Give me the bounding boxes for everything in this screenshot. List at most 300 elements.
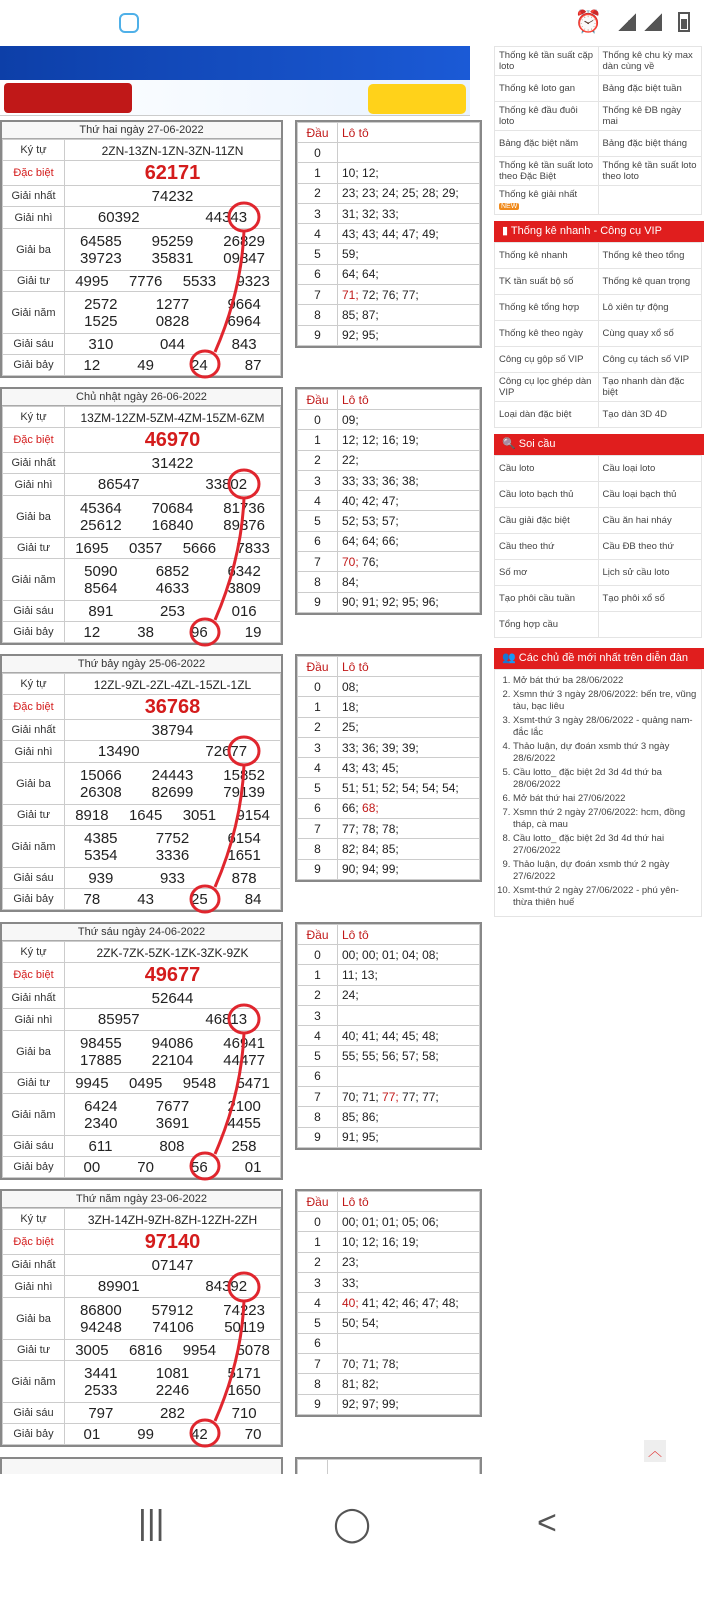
loto-header: Lô tô [338, 925, 480, 945]
prize-number: 3441 [84, 1364, 118, 1382]
prize-label: Giải sáu [3, 601, 65, 622]
prize-number: 939 [88, 869, 114, 887]
prize-number: 7752 [155, 829, 190, 847]
prize-number: 044 [159, 335, 185, 353]
new-badge: NEW [501, 203, 518, 210]
sidebar-link[interactable]: Thống kê tần suất cặp loto [495, 47, 599, 76]
prize-number: 3005 [75, 1341, 109, 1359]
prize-label: Giải năm [3, 1361, 65, 1403]
sidebar-link[interactable]: Tạo nhanh dàn đặc biệt [598, 373, 702, 402]
prize-label: Giải ba [3, 763, 65, 805]
loto-row: 6 64; 64; 66; [298, 531, 480, 551]
prize-number: 9945 [75, 1074, 109, 1092]
prize-number: 86800 [79, 1301, 122, 1319]
prize-label: Giải năm [3, 292, 65, 334]
loto-table [295, 120, 482, 348]
ky-tu: 2ZN-13ZN-1ZN-3ZN-11ZN [101, 143, 244, 158]
prize-number: 3809 [227, 579, 261, 597]
sidebar-link[interactable]: Công cụ gộp số VIP [495, 347, 599, 373]
prize-number: 1695 [75, 539, 109, 557]
loto-row: 2 25; [298, 717, 480, 737]
android-nav-bar [0, 1474, 720, 1600]
prize-number: 1650 [227, 1381, 261, 1399]
sidebar-link[interactable]: Cầu theo thứ [495, 534, 599, 560]
prize-number: 710 [231, 1404, 257, 1422]
prize-number: 98455 [79, 1034, 122, 1052]
prize-number: 12 [83, 623, 101, 641]
prize-number: 44343 [205, 209, 248, 226]
sidebar-link[interactable]: Bảng đặc biệt tháng [598, 131, 702, 157]
prize-number: 26829 [223, 232, 265, 250]
sidebar-link[interactable]: Cùng quay xổ số [598, 321, 702, 347]
loto-row: 3 33; 33; 36; 38; [298, 470, 480, 490]
loto-row: 9 92; 95; [298, 325, 480, 345]
forum-topic[interactable]: 6. Mở bát thứ hai 27/06/2022 [513, 793, 697, 805]
loto-table [295, 387, 482, 615]
prize-number: 9548 [182, 1074, 217, 1092]
prize-number: 7833 [236, 539, 270, 557]
sidebar-link[interactable]: Lịch sử cầu loto [598, 560, 702, 586]
forum-topic[interactable]: 2. Xsmn thứ 3 ngày 28/06/2022: bến tre, vũng tàu, bạc liêu [513, 689, 697, 713]
prize-label: Giải tư [3, 1340, 65, 1361]
sidebar-link[interactable]: Cầu loại bạch thủ [598, 482, 702, 508]
prize-number: 2572 [84, 295, 118, 313]
prize-number: 12 [83, 356, 101, 374]
prize-number: 78 [83, 890, 101, 908]
prize-number: 09847 [223, 249, 265, 267]
prize-number: 5666 [182, 539, 217, 557]
prize-label: Giải nhất [3, 720, 65, 741]
prize-number: 4455 [227, 1114, 261, 1132]
status-bar [0, 0, 720, 46]
promo-banner-sodo[interactable] [0, 80, 470, 116]
dau-header: Đầu [298, 925, 338, 945]
prize-number: 81736 [223, 499, 265, 517]
loto-row: 2 23; 23; 24; 25; 28; 29; [298, 183, 480, 203]
prize-label: Đặc biệt [3, 428, 65, 453]
prize-label: Giải năm [3, 559, 65, 601]
sidebar-link[interactable]: Cầu giải đặc biệt [495, 508, 599, 534]
ky-tu: 13ZM-12ZM-5ZM-4ZM-15ZM-6ZM [80, 410, 265, 425]
day-title: Thứ hai ngày 27-06-2022 [2, 122, 281, 139]
signal-icon-2 [644, 13, 662, 31]
loto-row: 8 84; [298, 572, 480, 592]
loto-row: 8 85; 86; [298, 1107, 480, 1127]
prize-number: 25 [191, 890, 208, 908]
prize-label: Giải ba [3, 1298, 65, 1340]
prize-number: 310 [88, 335, 114, 353]
section-soicau-title: 🔍 Soi cầu [494, 434, 704, 455]
loto-row: 4 43; 43; 44; 47; 49; [298, 224, 480, 244]
day-result-table: Thứ sáu ngày 24-06-2022 Ký tự 2ZK-7ZK-5ZK-1ZK-3ZK-9ZK Đặc biệt 49677 Giải nhất 52644 Giải nhì 85957 46813 Giải ba 98455 94086 46941 17885 22104 44477 Giải tư 9945 0495 9548 5471 Giải năm 6424 7677 2100 2340 3691 4455 Giải sáu 611 808 258 Giải bảy 00 70 56 01 [0, 922, 283, 1180]
prize-number: 70684 [151, 499, 194, 517]
soicau-links [494, 455, 702, 638]
prize-number: 6342 [227, 562, 261, 580]
loto-row: 9 91; 95; [298, 1127, 480, 1147]
loto-row: 5 52; 53; 57; [298, 511, 480, 531]
prize-number: 2533 [84, 1381, 118, 1399]
prize-label: Giải bảy [3, 889, 65, 910]
sidebar-link[interactable]: Tạo dàn 3D 4D [598, 402, 702, 428]
prize-number: 89901 [97, 1278, 140, 1295]
forum-topic[interactable]: 9. Thảo luận, dự đoán xsmb thứ 2 ngày 27/6/2022 [513, 859, 697, 883]
loto-row: 8 82; 84; 85; [298, 839, 480, 859]
sidebar-link[interactable]: Thống kê theo ngày [495, 321, 599, 347]
back-icon[interactable]: < [537, 1504, 557, 1542]
prize-label: Ký tự [3, 407, 65, 428]
prize-number: 3336 [155, 846, 190, 864]
day-result-table: Thứ năm ngày 23-06-2022 Ký tự 3ZH-14ZH-9ZH-8ZH-12ZH-2ZH Đặc biệt 97140 Giải nhất 07147 Giải nhì 89901 84392 Giải ba 86800 57912 74223 94248 74106 50119 Giải tư 3005 6816 9954 5078 Giải năm 3441 1081 5171 2533 2246 1650 Giải sáu 797 282 710 Giải bảy 01 99 42 70 [0, 1189, 283, 1447]
prize-number: 85957 [97, 1011, 140, 1028]
prize-number: 01 [83, 1425, 101, 1443]
prize-number: 43 [137, 890, 154, 908]
dau-header: Đầu [298, 123, 338, 143]
prize-number: 3051 [182, 806, 217, 824]
loto-row: 1 10; 12; 16; 19; [298, 1232, 480, 1252]
prize-number: 72677 [205, 743, 248, 760]
prize-number: 01 [244, 1158, 262, 1176]
prize-label: Giải nhì [3, 1276, 65, 1298]
prize-number: 9323 [236, 272, 270, 290]
prize-label: Giải nhì [3, 207, 65, 229]
section-vip-title: ▮ Thống kê nhanh - Công cụ VIP [494, 221, 704, 242]
loto-table [295, 654, 482, 882]
day-result-table: Thứ bảy ngày 25-06-2022 Ký tự 12ZL-9ZL-2ZL-4ZL-15ZL-1ZL Đặc biệt 36768 Giải nhất 38794 Giải nhì 13490 72677 Giải ba 15066 24443 15852 26308 82699 79139 Giải tư 8918 1645 3051 9154 Giải năm 4385 7752 6154 5354 3336 1651 Giải sáu 939 933 878 Giải bảy 78 43 25 84 [0, 654, 283, 912]
prize-number: 22104 [151, 1051, 194, 1069]
loto-row: 7 70; 71; 78; [298, 1354, 480, 1374]
sidebar-link[interactable]: Bảng đặc biệt năm [495, 131, 599, 157]
prize-label: Giải năm [3, 826, 65, 868]
loto-row: 7 70; 71; 77; 77; 77; [298, 1087, 480, 1107]
prize-number: 282 [159, 1404, 185, 1422]
prize-label: Đặc biệt [3, 695, 65, 720]
sidebar-link[interactable]: Thống kê giải nhất NEW [495, 186, 599, 215]
promo-banner-ve68[interactable] [0, 46, 470, 80]
prize-label: Giải nhất [3, 988, 65, 1009]
sidebar-link[interactable] [598, 186, 702, 215]
prize-number: 5471 [236, 1074, 270, 1092]
prize-number: 7677 [155, 1097, 190, 1115]
sodo-logo [4, 83, 132, 113]
prize-number: 45364 [79, 499, 122, 517]
prize-label: Giải bảy [3, 1157, 65, 1178]
prize-number: 39723 [79, 249, 122, 267]
loto-row: 7 77; 78; 78; [298, 819, 480, 839]
loto-row: 2 24; [298, 985, 480, 1005]
prize-number: 6964 [227, 312, 261, 330]
sidebar-link[interactable]: Thống kê đầu đuôi loto [495, 102, 599, 131]
prize-number: 9154 [236, 806, 270, 824]
prize-label: Giải tư [3, 805, 65, 826]
sidebar-link[interactable]: Cầu loto bạch thủ [495, 482, 599, 508]
prize-label: Giải sáu [3, 1136, 65, 1157]
prize-label: Giải sáu [3, 334, 65, 355]
prize-number: 94248 [80, 1318, 122, 1336]
prize-label: Giải bảy [3, 355, 65, 376]
prize-number: 7776 [128, 272, 163, 290]
prize-number: 96 [191, 623, 208, 641]
sidebar-link[interactable]: TK tần suất bộ số [495, 269, 599, 295]
prize-label: Giải ba [3, 496, 65, 538]
prize-number: 0357 [128, 539, 163, 557]
prize-label: Giải nhì [3, 741, 65, 763]
prize-number: 57912 [151, 1301, 194, 1319]
prize-number: 016 [231, 602, 257, 620]
prize-number: 16840 [151, 516, 194, 534]
prize-label: Giải ba [3, 1031, 65, 1073]
dau-header: Đầu [298, 390, 338, 410]
loto-row: 7 71; 72; 76; 77; [298, 285, 480, 305]
loto-row: 2 23; [298, 1252, 480, 1272]
prize-number: 74223 [223, 1301, 265, 1319]
prize-label: Ký tự [3, 674, 65, 695]
sidebar-link[interactable]: Số mơ [495, 560, 599, 586]
loto-row: 1 10; 12; [298, 163, 480, 183]
prize-number: 70 [137, 1158, 154, 1176]
prize-number: 38 [137, 623, 154, 641]
sidebar-link[interactable]: Thống kê tần suất loto theo loto [598, 157, 702, 186]
prize-number: 35831 [151, 249, 194, 267]
forum-topic[interactable]: 7. Xsmn thứ 2 ngày 27/06/2022: hcm, đồng tháp, cà mau [513, 807, 697, 831]
loto-header: Lô tô [338, 1192, 480, 1212]
loto-row: 5 59; [298, 244, 480, 264]
loto-row: 5 55; 55; 56; 57; 58; [298, 1046, 480, 1066]
prize-label: Giải tư [3, 271, 65, 292]
prize-number: 1525 [84, 312, 118, 330]
prize-number: 8918 [75, 806, 109, 824]
loto-row: 3 33; 36; 39; 39; [298, 737, 480, 757]
loto-row: 1 11; 13; [298, 965, 480, 985]
prize-number: 9664 [227, 295, 261, 313]
loto-row: 5 51; 51; 52; 54; 54; 54; [298, 778, 480, 798]
sidebar-link[interactable]: Thống kê theo tổng [598, 243, 702, 269]
prize-number: 6154 [227, 829, 261, 847]
prize-label: Giải nhất [3, 1255, 65, 1276]
loto-row: 0 00; 00; 01; 04; 08; [298, 945, 480, 965]
prize-number: 253 [159, 602, 185, 620]
prize-number: 2246 [155, 1381, 190, 1399]
day-title: Chủ nhật ngày 26-06-2022 [2, 389, 281, 406]
sidebar-link[interactable]: Thống kê nhanh [495, 243, 599, 269]
forum-topic[interactable]: 8. Cầu lotto_ đặc biệt 2d 3d 4d thứ hai 27/06/2022 [513, 833, 697, 857]
prize-label: Giải tư [3, 538, 65, 559]
sidebar-link[interactable]: Thống kê ĐB ngày mai [598, 102, 702, 131]
loto-table [295, 1189, 482, 1417]
stats-links [494, 46, 702, 215]
sidebar-link[interactable]: Thống kê chu kỳ max dàn cùng về [598, 47, 702, 76]
prize-label: Giải nhất [3, 186, 65, 207]
prize-number: 878 [231, 869, 257, 887]
prize-number: 64585 [79, 232, 122, 250]
prize-number: 84392 [205, 1278, 248, 1295]
prize-number: 82699 [151, 783, 194, 801]
loto-row: 5 50; 54; [298, 1313, 480, 1333]
forum-topic[interactable]: 3. Xsmt-thứ 3 ngày 28/06/2022 - quảng nam-đắc lắc [513, 715, 697, 739]
sidebar-link[interactable]: Công cụ lọc ghép dàn VIP [495, 373, 599, 402]
prize-number: 19 [244, 623, 262, 641]
sidebar-link[interactable]: Cầu ăn hai nháy [598, 508, 702, 534]
prize-number: 84 [244, 890, 262, 908]
prize-number: 9954 [182, 1341, 217, 1359]
app-notification-icon [119, 13, 139, 33]
prize-number: 56 [191, 1158, 208, 1176]
prize-number: 2340 [84, 1114, 118, 1132]
recent-apps-icon[interactable]: ||| [138, 1504, 165, 1542]
prize-label: Giải nhì [3, 474, 65, 496]
sidebar-link[interactable]: Tổng hợp cầu [495, 612, 599, 638]
prize-number: 3691 [155, 1114, 190, 1132]
prize-number: 2100 [227, 1097, 261, 1115]
prize-number: 5171 [227, 1364, 261, 1382]
prize-label: Ký tự [3, 1209, 65, 1230]
prize-number: 42 [191, 1425, 208, 1443]
bao-hiem [368, 84, 466, 114]
forum-topic[interactable]: 10. Xsmt-thứ 2 ngày 27/06/2022 - phú yên-thừa thiên huế [513, 885, 697, 909]
prize-number: 13490 [97, 743, 140, 760]
sidebar-link[interactable]: Thống kê quan trọng [598, 269, 702, 295]
sidebar-link[interactable]: Cầu loại loto [598, 456, 702, 482]
prize-number: 843 [231, 335, 257, 353]
prize-number: 933 [159, 869, 185, 887]
prize-number: 611 [88, 1137, 113, 1155]
loto-row: 8 85; 87; [298, 305, 480, 325]
loto-row: 7 70; 76; [298, 552, 480, 572]
loto-row: 0 08; [298, 677, 480, 697]
prize-number: 26308 [79, 783, 122, 801]
sidebar-link[interactable]: Tạo phôi cầu tuần [495, 586, 599, 612]
loto-row: 9 90; 91; 92; 95; 96; [298, 592, 480, 612]
prize-number: 60392 [97, 209, 140, 226]
section-forum-title: 👥 Các chủ đề mới nhất trên diễn đàn [494, 648, 704, 669]
prize-label: Giải bảy [3, 1424, 65, 1445]
ky-tu: 3ZH-14ZH-9ZH-8ZH-12ZH-2ZH [87, 1212, 258, 1227]
loto-row: 4 43; 43; 45; [298, 758, 480, 778]
prize-number: 8564 [84, 579, 118, 597]
loto-row: 4 40; 42; 47; [298, 491, 480, 511]
alarm-icon: ⏰ [574, 9, 602, 34]
prize-number: 70 [244, 1425, 262, 1443]
prize-label: Giải bảy [3, 622, 65, 643]
battery-icon [678, 12, 690, 32]
prize-number: 1645 [128, 806, 163, 824]
prize-label: Giải năm [3, 1094, 65, 1136]
scroll-top-button[interactable]: ︿ [644, 1440, 666, 1462]
prize-label: Giải sáu [3, 868, 65, 889]
prize-number: 15852 [223, 766, 265, 784]
prize-label: Ký tự [3, 942, 65, 963]
forum-topic[interactable]: 5. Cầu lotto_ đặc biệt 2d 3d 4d thứ ba 28/06/2022 [513, 767, 697, 791]
sidebar-link[interactable]: Thống kê tổng hợp [495, 295, 599, 321]
prize-number: 6816 [128, 1341, 163, 1359]
loto-row: 1 12; 12; 16; 19; [298, 430, 480, 450]
prize-label: Giải nhất [3, 453, 65, 474]
prize-number: 808 [159, 1137, 185, 1155]
prize-number: 00 [83, 1158, 101, 1176]
loto-row: 3 31; 32; 33; [298, 203, 480, 223]
prize-number: 5078 [236, 1341, 270, 1359]
sidebar-link[interactable]: Lô xiên tự động [598, 295, 702, 321]
loto-row: 9 90; 94; 99; [298, 859, 480, 879]
prize-number: 24443 [151, 766, 194, 784]
prize-number: 797 [88, 1404, 114, 1422]
forum-topic[interactable]: 4. Thảo luận, dự đoán xsmb thứ 3 ngày 28/6/2022 [513, 741, 697, 765]
loto-row: 6 [298, 1066, 480, 1086]
loto-row: 2 22; [298, 450, 480, 470]
prize-number: 0828 [155, 312, 190, 330]
prize-number: 891 [88, 602, 114, 620]
prize-number: 44477 [223, 1051, 265, 1069]
prize-number: 49 [137, 356, 154, 374]
prize-number: 5533 [182, 272, 217, 290]
prize-label: Đặc biệt [3, 161, 65, 186]
loto-row: 0 09; [298, 410, 480, 430]
day-result-table: Thứ hai ngày 27-06-2022 Ký tự 2ZN-13ZN-1ZN-3ZN-11ZN Đặc biệt 62171 Giải nhất 74232 Giải nhì 60392 44343 Giải ba 64585 95259 26829 39723 35831 09847 Giải tư 4995 7776 5533 9323 Giải năm 2572 1277 9664 1525 0828 6964 Giải sáu 310 044 843 Giải bảy 12 49 24 87 [0, 120, 283, 378]
prize-label: Giải ba [3, 229, 65, 271]
prize-number: 86547 [97, 476, 140, 493]
prize-number: 89376 [223, 516, 265, 534]
prize-number: 74106 [152, 1318, 194, 1336]
forum-topic[interactable]: 1. Mở bát thứ ba 28/06/2022 [513, 675, 697, 687]
prize-number: 15066 [79, 766, 122, 784]
prize-number: 6852 [155, 562, 190, 580]
sidebar-link[interactable]: Bảng đặc biệt tuần [598, 76, 702, 102]
prize-number: 1277 [155, 295, 190, 313]
prize-number: 17885 [79, 1051, 122, 1069]
forum-list [494, 669, 702, 917]
sidebar [494, 46, 704, 917]
loto-row: 0 [298, 143, 480, 163]
prize-number: 1081 [155, 1364, 190, 1382]
home-icon[interactable]: ◯ [333, 1505, 372, 1543]
loto-row: 1 18; [298, 697, 480, 717]
sidebar-link[interactable]: Công cụ tách số VIP [598, 347, 702, 373]
loto-row: 6 66; 68; [298, 798, 480, 818]
prize-number: 4633 [155, 579, 190, 597]
loto-header: Lô tô [338, 390, 480, 410]
prize-label: Ký tự [3, 140, 65, 161]
prize-number: 94086 [151, 1034, 194, 1052]
prize-label: Giải nhì [3, 1009, 65, 1031]
ky-tu: 12ZL-9ZL-2ZL-4ZL-15ZL-1ZL [93, 677, 252, 692]
sidebar-link[interactable]: Loại dàn đặc biệt [495, 402, 599, 428]
prize-number: 50119 [224, 1318, 265, 1336]
sidebar-link[interactable] [598, 612, 702, 638]
loto-row: 6 [298, 1333, 480, 1353]
prize-number: 79139 [223, 783, 265, 801]
prize-number: 5090 [84, 562, 118, 580]
prize-number: 24 [191, 356, 208, 374]
prize-number: 5354 [84, 846, 118, 864]
prize-number: 46813 [205, 1011, 248, 1028]
loto-row: 9 92; 97; 99; [298, 1394, 480, 1414]
loto-header: Lô tô [338, 657, 480, 677]
prize-label: Đặc biệt [3, 963, 65, 988]
sidebar-link[interactable]: Thống kê tần suất loto theo Đặc Biệt [495, 157, 599, 186]
loto-header: Lô tô [338, 123, 480, 143]
loto-row: 3 [298, 1005, 480, 1025]
loto-row: 8 81; 82; [298, 1374, 480, 1394]
sidebar-link[interactable]: Thống kê loto gan [495, 76, 599, 102]
loto-row: 0 00; 01; 01; 05; 06; [298, 1212, 480, 1232]
signal-icon [618, 13, 636, 31]
sidebar-link[interactable]: Cầu loto [495, 456, 599, 482]
sidebar-link[interactable]: Cầu ĐB theo thứ [598, 534, 702, 560]
prize-label: Đặc biệt [3, 1230, 65, 1255]
prize-number: 0495 [128, 1074, 163, 1092]
day-result-table: Chủ nhật ngày 26-06-2022 Ký tự 13ZM-12ZM-5ZM-4ZM-15ZM-6ZM Đặc biệt 46970 Giải nhất 31422 Giải nhì 86547 33802 Giải ba 45364 70684 81736 25612 16840 89376 Giải tư 1695 0357 5666 7833 Giải năm 5090 6852 6342 8564 4633 3809 Giải sáu 891 253 016 Giải bảy 12 38 96 19 [0, 387, 283, 645]
sidebar-link[interactable]: Tạo phôi xổ số [598, 586, 702, 612]
ky-tu: 2ZK-7ZK-5ZK-1ZK-3ZK-9ZK [96, 945, 249, 960]
